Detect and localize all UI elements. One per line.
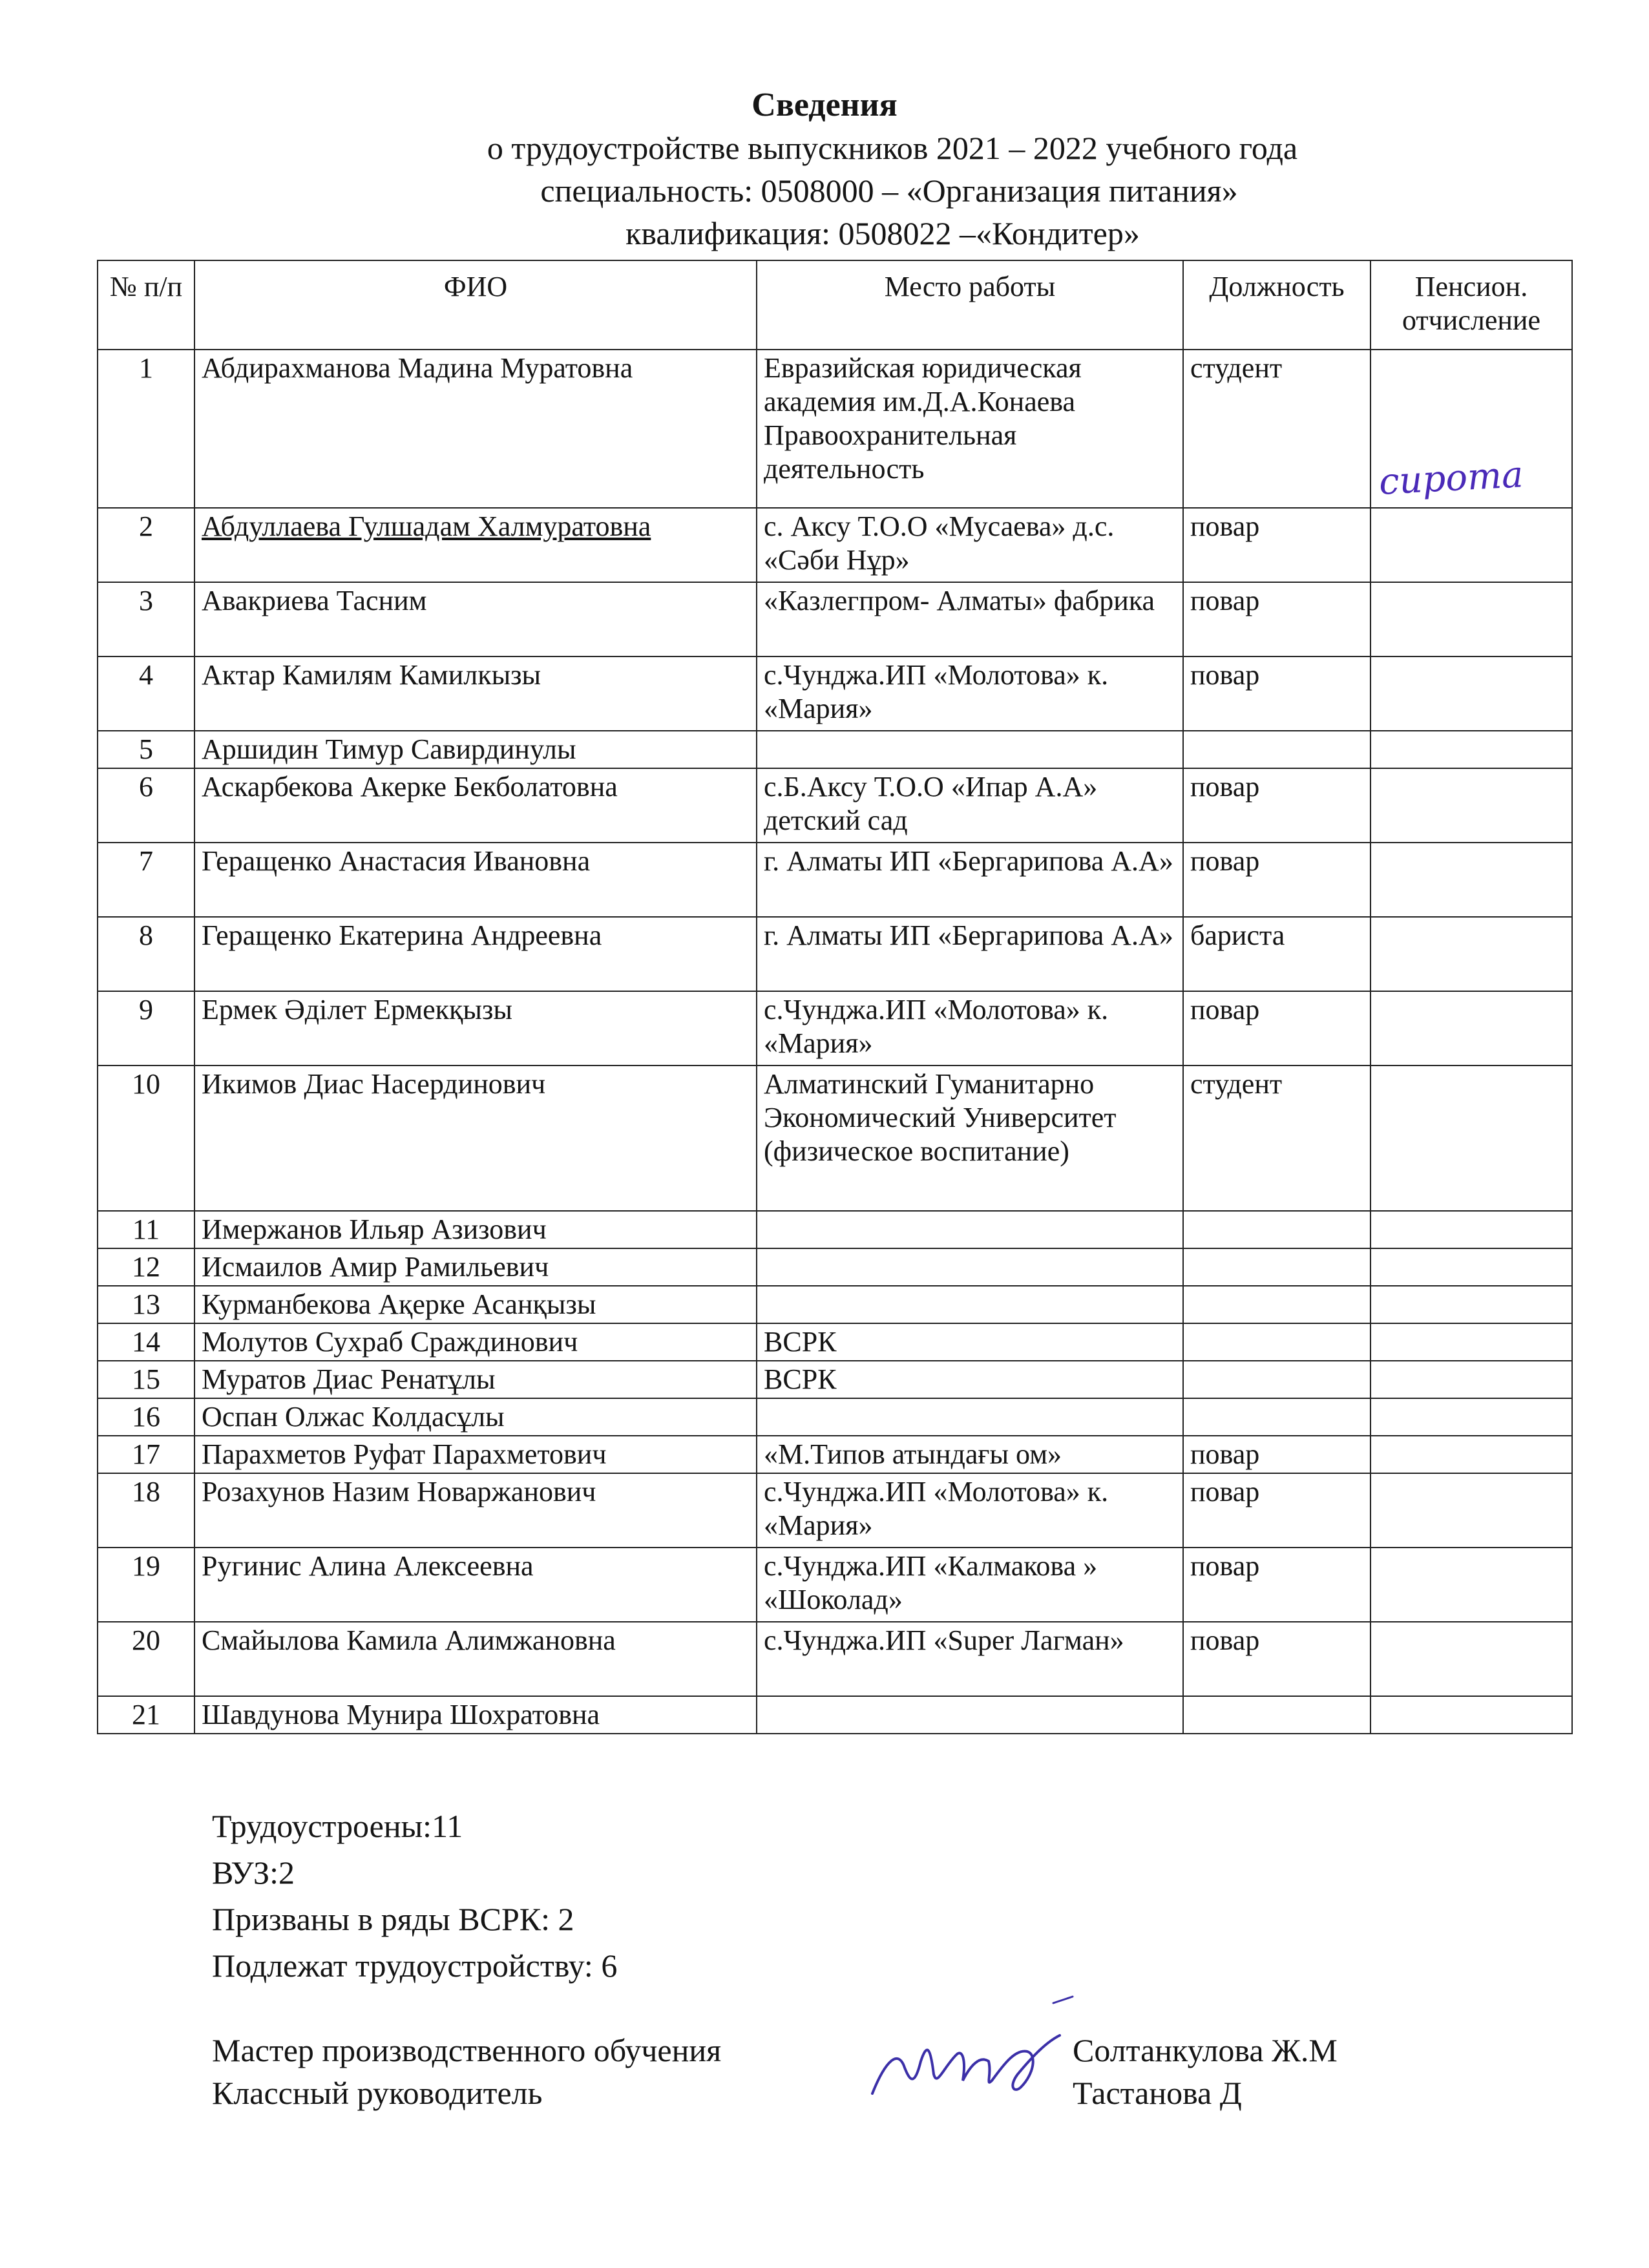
workplace: с.Чунджа.ИП «Калмакова » «Шоколад» (757, 1548, 1183, 1622)
job-position: студент (1183, 1066, 1371, 1211)
row-number: 17 (98, 1436, 194, 1473)
workplace (757, 1248, 1183, 1286)
student-name: Аршидин Тимур Савирдинулы (194, 731, 757, 768)
class-teacher-name: Тастанова Д (1073, 2075, 1242, 2111)
graduates-table (97, 260, 1573, 1734)
row-number: 14 (98, 1323, 194, 1361)
qualification-line: квалификация: 0508022 –«Кондитер» (625, 215, 1140, 251)
workplace (757, 1398, 1183, 1436)
workplace: с.Чунджа.ИП «Super Лагман» (757, 1622, 1183, 1696)
pension-note (1371, 768, 1572, 843)
table-header-row (98, 260, 1572, 350)
student-name: Абдирахманова Мадина Муратовна (194, 350, 757, 508)
student-name: Геращенко Анастасия Ивановна (194, 843, 757, 917)
job-position: бариста (1183, 917, 1371, 991)
master-name: Солтанкулова Ж.М (1073, 2032, 1338, 2068)
workplace (757, 731, 1183, 768)
table-row (98, 656, 1572, 731)
job-position (1183, 1398, 1371, 1436)
table-row (98, 768, 1572, 843)
student-name: Ругинис Алина Алексеевна (194, 1548, 757, 1622)
job-position: повар (1183, 991, 1371, 1066)
column-header-fio: ФИО (194, 260, 757, 350)
workplace: с. Аксу Т.О.О «Мусаева» д.с. «Сәби Нұр» (757, 508, 1183, 582)
student-name: Икимов Диас Насердинович (194, 1066, 757, 1211)
workplace: с.Чунджа.ИП «Молотова» к. «Мария» (757, 656, 1183, 731)
pension-note (1371, 991, 1572, 1066)
workplace: Алматинский Гуманитарно Экономический Университет (физическое воспитание) (757, 1066, 1183, 1211)
column-header-position: Должность (1183, 260, 1371, 350)
student-name: Геращенко Екатерина Андреевна (194, 917, 757, 991)
pension-note (1371, 350, 1572, 508)
summary-army: Призваны в ряды ВСРК: 2 (212, 1901, 574, 1937)
row-number: 3 (98, 582, 194, 656)
job-position (1183, 1286, 1371, 1323)
pension-note (1371, 1436, 1572, 1473)
column-header-number: № п/п (98, 260, 194, 350)
pension-note (1371, 1398, 1572, 1436)
job-position (1183, 1323, 1371, 1361)
table-row (98, 350, 1572, 508)
row-number: 8 (98, 917, 194, 991)
job-position: повар (1183, 843, 1371, 917)
student-name (194, 508, 757, 582)
job-position: повар (1183, 1436, 1371, 1473)
workplace: с.Б.Аксу Т.О.О «Ипар А.А» детский сад (757, 768, 1183, 843)
workplace: «Казлегпром- Алматы» фабрика (757, 582, 1183, 656)
student-name: Аскарбекова Акерке Бекболатовна (194, 768, 757, 843)
workplace: Евразийская юридическая академия им.Д.А.Конаева Правоохранительная деятельность (757, 350, 1183, 508)
workplace (757, 1211, 1183, 1248)
pension-note (1371, 1248, 1572, 1286)
workplace: ВСРК (757, 1323, 1183, 1361)
table-row (98, 1248, 1572, 1286)
pension-note (1371, 1361, 1572, 1398)
workplace: г. Алматы ИП «Бергарипова А.А» (757, 843, 1183, 917)
column-header-workplace: Место работы (757, 260, 1183, 350)
class-teacher-title: Классный руководитель (212, 2075, 543, 2111)
student-name: Шавдунова Мунира Шохратовна (194, 1696, 757, 1734)
document-subtitle: о трудоустройстве выпускников 2021 – 2022 учебного года (487, 130, 1298, 166)
table-row (98, 1211, 1572, 1248)
student-name: Курманбекова Ақерке Асанқызы (194, 1286, 757, 1323)
table-row (98, 1361, 1572, 1398)
pension-note (1371, 1696, 1572, 1734)
workplace: «М.Типов атындағы ом» (757, 1436, 1183, 1473)
document-title: Сведения (751, 87, 898, 123)
pension-note (1371, 731, 1572, 768)
student-name: Парахметов Руфат Парахметович (194, 1436, 757, 1473)
row-number: 13 (98, 1286, 194, 1323)
table-row (98, 991, 1572, 1066)
row-number: 7 (98, 843, 194, 917)
job-position: повар (1183, 508, 1371, 582)
row-number: 18 (98, 1473, 194, 1548)
job-position: повар (1183, 1548, 1371, 1622)
summary-block (212, 1803, 617, 1989)
workplace: г. Алматы ИП «Бергарипова А.А» (757, 917, 1183, 991)
table-row (98, 1066, 1572, 1211)
pension-note (1371, 843, 1572, 917)
row-number: 11 (98, 1211, 194, 1248)
student-name: Муратов Диас Ренатұлы (194, 1361, 757, 1398)
student-name: Оспан Олжас Колдасұлы (194, 1398, 757, 1436)
handwritten-signature (859, 1990, 1105, 2126)
master-title: Мастер производственного обучения (212, 2032, 722, 2068)
job-position (1183, 1248, 1371, 1286)
signature-titles (212, 2029, 721, 2114)
student-name: Ермек Әділет Ермекқызы (194, 991, 757, 1066)
job-position: повар (1183, 582, 1371, 656)
summary-employed: Трудоустроены:11 (212, 1808, 463, 1844)
pension-note (1371, 917, 1572, 991)
column-header-pension: Пенсион. отчисление (1371, 260, 1572, 350)
signature-names (1073, 2029, 1338, 2114)
pension-note (1371, 1066, 1572, 1211)
student-name: Актар Камилям Камилкызы (194, 656, 757, 731)
pension-note (1371, 1473, 1572, 1548)
pension-note (1371, 1211, 1572, 1248)
table-row (98, 1548, 1572, 1622)
job-position: повар (1183, 768, 1371, 843)
row-number: 10 (98, 1066, 194, 1211)
row-number: 20 (98, 1622, 194, 1696)
pension-note (1371, 508, 1572, 582)
row-number: 5 (98, 731, 194, 768)
row-number: 6 (98, 768, 194, 843)
table-row (98, 1323, 1572, 1361)
workplace: с.Чунджа.ИП «Молотова» к. «Мария» (757, 1473, 1183, 1548)
job-position: повар (1183, 1473, 1371, 1548)
row-number: 16 (98, 1398, 194, 1436)
pension-note (1371, 1286, 1572, 1323)
workplace: с.Чунджа.ИП «Молотова» к. «Мария» (757, 991, 1183, 1066)
student-name-text: Абдуллаева Гулшадам Халмуратовна (202, 510, 651, 542)
row-number: 9 (98, 991, 194, 1066)
student-name: Авакриева Тасним (194, 582, 757, 656)
table-row (98, 917, 1572, 991)
job-position (1183, 1361, 1371, 1398)
pension-note (1371, 582, 1572, 656)
pension-note (1371, 1323, 1572, 1361)
workplace (757, 1696, 1183, 1734)
table-row (98, 843, 1572, 917)
pension-note (1371, 1548, 1572, 1622)
job-position: повар (1183, 656, 1371, 731)
summary-university: ВУЗ:2 (212, 1854, 295, 1891)
row-number: 1 (98, 350, 194, 508)
row-number: 15 (98, 1361, 194, 1398)
specialty-line: специальность: 0508000 – «Организация питания» (540, 173, 1238, 209)
student-name: Исмаилов Амир Рамильевич (194, 1248, 757, 1286)
row-number: 19 (98, 1548, 194, 1622)
row-number: 4 (98, 656, 194, 731)
document-header (0, 84, 1649, 255)
job-position (1183, 1696, 1371, 1734)
workplace: ВСРК (757, 1361, 1183, 1398)
job-position (1183, 731, 1371, 768)
pension-note (1371, 1622, 1572, 1696)
job-position (1183, 1211, 1371, 1248)
table-row (98, 1696, 1572, 1734)
row-number: 21 (98, 1696, 194, 1734)
table-row (98, 1398, 1572, 1436)
student-name: Розахунов Назим Новаржанович (194, 1473, 757, 1548)
table-row (98, 1622, 1572, 1696)
pension-note (1371, 656, 1572, 731)
table-row (98, 508, 1572, 582)
row-number: 2 (98, 508, 194, 582)
workplace (757, 1286, 1183, 1323)
job-position: повар (1183, 1622, 1371, 1696)
table-row (98, 1473, 1572, 1548)
student-name: Смайылова Камила Алимжановна (194, 1622, 757, 1696)
table-row (98, 1436, 1572, 1473)
summary-to-employ: Подлежат трудоустройству: 6 (212, 1948, 618, 1984)
job-position: студент (1183, 350, 1371, 508)
student-name: Имержанов Ильяр Азизович (194, 1211, 757, 1248)
handwritten-note: сирота (1378, 454, 1525, 503)
student-name: Молутов Сухраб Сраждинович (194, 1323, 757, 1361)
table-row (98, 731, 1572, 768)
table-row (98, 1286, 1572, 1323)
table-row (98, 582, 1572, 656)
row-number: 12 (98, 1248, 194, 1286)
